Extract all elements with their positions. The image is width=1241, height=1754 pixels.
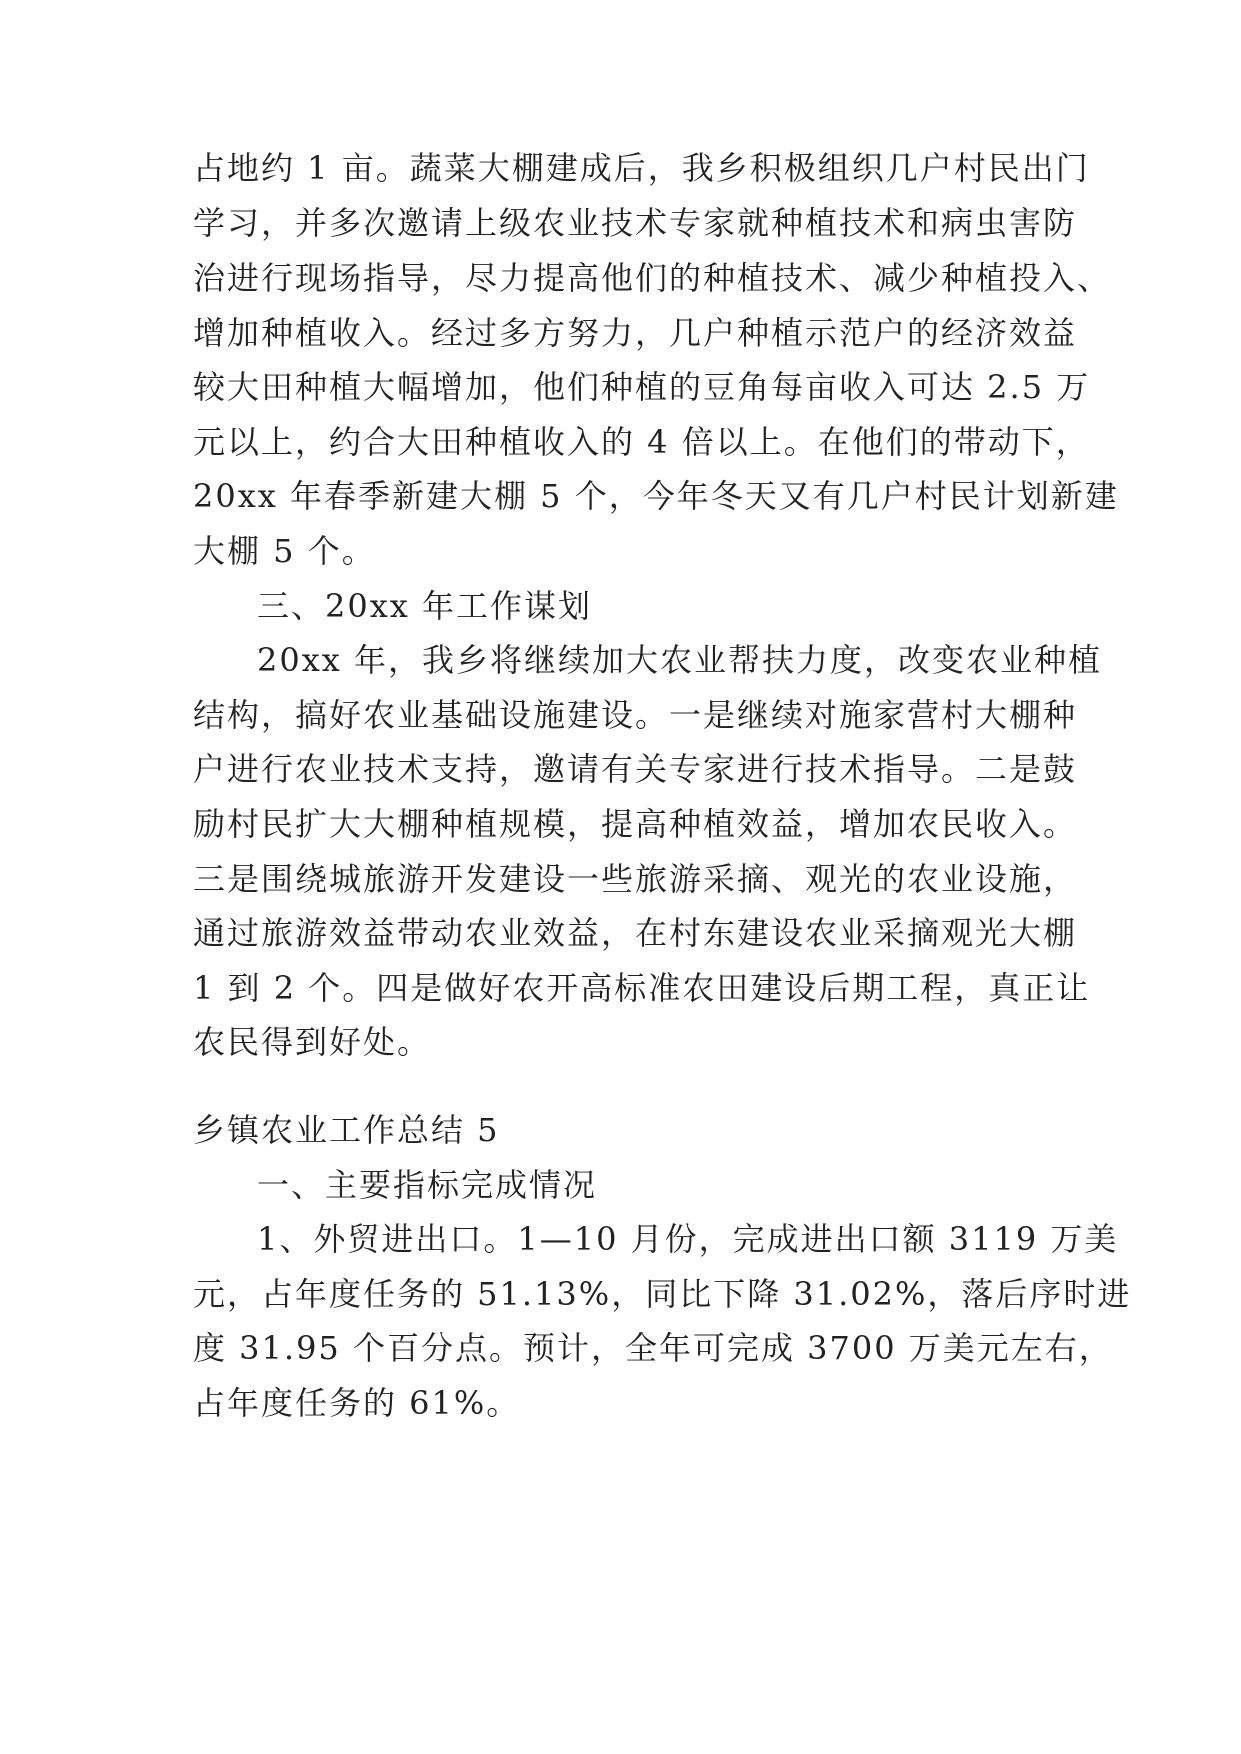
paragraph-line: 度 31.95 个百分点。预计，全年可完成 3700 万美元左右， [193,1329,1113,1367]
article-title: 乡镇农业工作总结 5 [193,1111,500,1149]
paragraph-line: 三是围绕城旅游开发建设一些旅游采摘、观光的农业设施， [193,860,1078,898]
paragraph-line: 20xx 年春季新建大棚 5 个，今年冬天又有几户村民计划新建 [193,477,1119,515]
paragraph-line: 学习，并多次邀请上级农业技术专家就种植技术和病虫害防 [193,204,1078,242]
paragraph-line: 户进行农业技术支持，邀请有关专家进行技术指导。二是鼓 [193,750,1078,788]
section-heading: 三、20xx 年工作谋划 [257,587,592,625]
paragraph-line: 大棚 5 个。 [193,532,376,570]
paragraph-line: 增加种植收入。经过多方努力，几户种植示范户的经济效益 [193,314,1078,352]
paragraph-line: 结构，搞好农业基础设施建设。一是继续对施家营村大棚种 [193,696,1078,734]
section-heading: 一、主要指标完成情况 [257,1166,598,1204]
paragraph-line: 占年度任务的 61%。 [193,1384,521,1422]
paragraph-line: 通过旅游效益带动农业效益，在村东建设农业采摘观光大棚 [193,914,1078,952]
paragraph-line: 治进行现场指导，尽力提高他们的种植技术、减少种植投入、 [193,259,1112,297]
paragraph-line: 1 到 2 个。四是做好农开高标准农田建设后期工程，真正让 [193,969,1091,1007]
paragraph-line: 占地约 1 亩。蔬菜大棚建成后，我乡积极组织几户村民出门 [193,149,1090,187]
paragraph-line: 元，占年度任务的 51.13%，同比下降 31.02%，落后序时进 [193,1275,1132,1313]
paragraph-line: 励村民扩大大棚种植规模，提高种植效益，增加农民收入。 [193,805,1078,843]
paragraph-line: 1、外贸进出口。1—10 月份，完成进出口额 3119 万美 [257,1220,1119,1258]
paragraph-line: 20xx 年，我乡将继续加大农业帮扶力度，改变农业种植 [257,641,1102,679]
paragraph-line: 农民得到好处。 [193,1023,432,1061]
paragraph-line: 元以上，约合大田种植收入的 4 倍以上。在他们的带动下， [193,423,1090,461]
paragraph-line: 较大田种植大幅增加，他们种植的豆角每亩收入可达 2.5 万 [193,368,1091,406]
